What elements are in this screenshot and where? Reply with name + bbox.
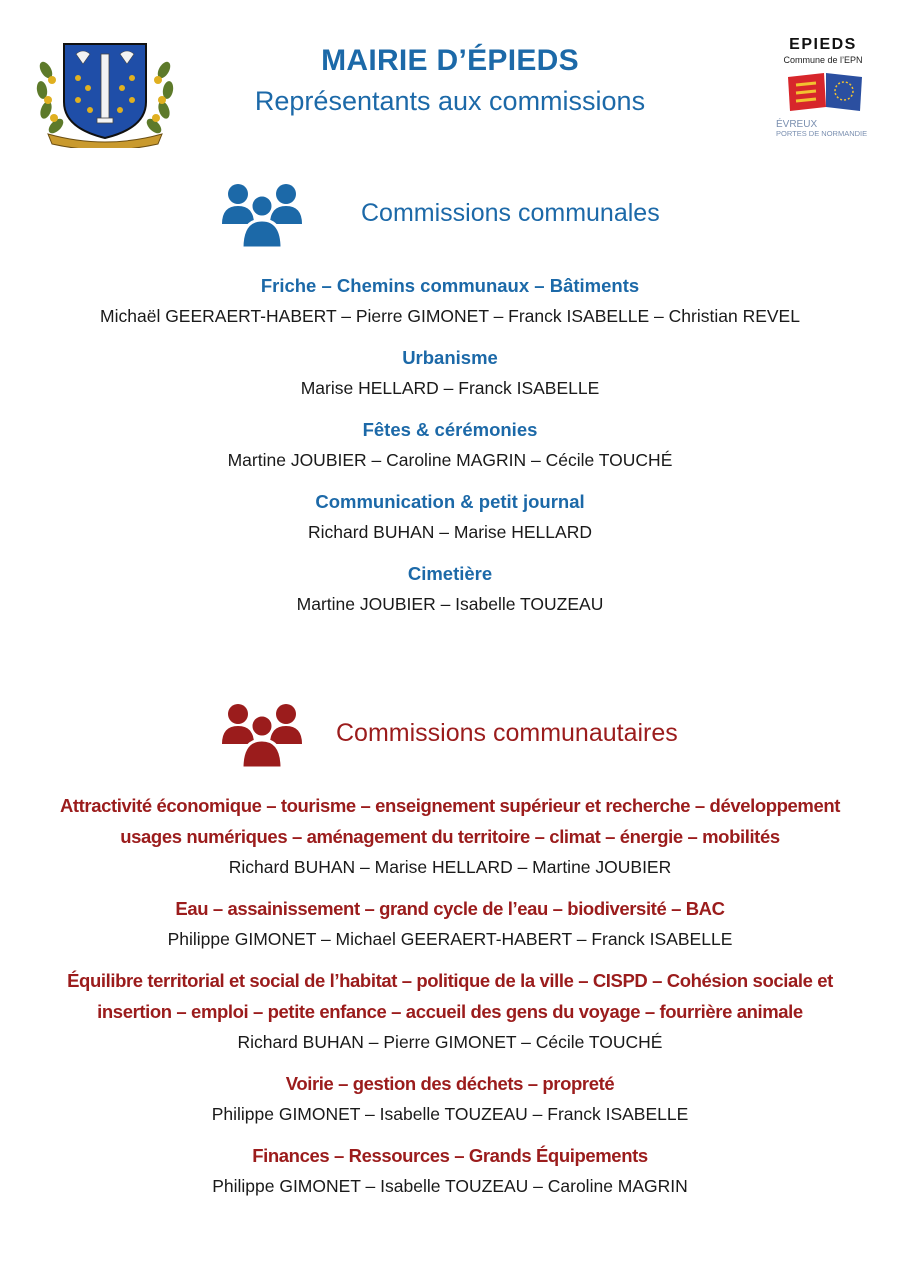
commission-title: Urbanisme bbox=[402, 347, 498, 368]
commission-title: Fêtes & cérémonies bbox=[362, 419, 538, 440]
commission-title-line: usages numériques – aménagement du territoire – climat – énergie – mobilités bbox=[120, 826, 780, 847]
communautaires-list bbox=[0, 790, 900, 1212]
commission-title: Friche – Chemins communaux – Bâtiments bbox=[260, 275, 640, 296]
list-item bbox=[0, 414, 900, 475]
section-title-communautaires: Commissions communautaires bbox=[336, 719, 678, 747]
list-item bbox=[0, 486, 900, 547]
list-item bbox=[0, 342, 900, 403]
list-item bbox=[0, 790, 900, 882]
commission-members: Richard BUHAN – Pierre GIMONET – Cécile TOUCHÉ bbox=[237, 1032, 663, 1052]
header bbox=[0, 44, 900, 117]
commission-title: Cimetière bbox=[407, 563, 493, 584]
list-item bbox=[0, 1140, 900, 1201]
list-item bbox=[0, 893, 900, 954]
page-title: MAIRIE D’ÉPIEDS bbox=[321, 44, 579, 77]
communales-list bbox=[0, 270, 900, 630]
commission-title-line: Finances – Ressources – Grands Équipements bbox=[252, 1145, 648, 1166]
logo-org-line1: ÉVREUX bbox=[776, 119, 818, 130]
list-item bbox=[0, 558, 900, 619]
commission-title-line: Équilibre territorial et social de l’habitat – politique de la ville – CISPD – Cohésion sociale et bbox=[67, 970, 833, 991]
commission-title-line: insertion – emploi – petite enfance – accueil des gens du voyage – fourrière animale bbox=[97, 1001, 803, 1022]
commission-title-line: Attractivité économique – tourisme – enseignement supérieur et recherche – développement bbox=[59, 795, 841, 816]
commission-title-line: Voirie – gestion des déchets – propreté bbox=[285, 1073, 615, 1094]
section-title-communales: Commissions communales bbox=[361, 199, 660, 227]
commission-members: Richard BUHAN – Marise HELLARD bbox=[308, 522, 592, 542]
logo-name: EPIEDS bbox=[789, 36, 857, 53]
commission-members: Richard BUHAN – Marise HELLARD – Martine JOUBIER bbox=[228, 857, 672, 877]
logo-tagline: Commune de l’EPN bbox=[783, 55, 863, 65]
commission-members: Philippe GIMONET – Isabelle TOUZEAU – Franck ISABELLE bbox=[211, 1104, 689, 1124]
epieds-logo bbox=[768, 36, 878, 138]
commission-members: Martine JOUBIER – Caroline MAGRIN – Cécile TOUCHÉ bbox=[227, 450, 673, 470]
commission-title-line: Eau – assainissement – grand cycle de l’eau – biodiversité – BAC bbox=[175, 898, 725, 919]
flags-icon bbox=[786, 71, 866, 113]
list-item bbox=[0, 1068, 900, 1129]
commission-members: Marise HELLARD – Franck ISABELLE bbox=[300, 378, 600, 398]
people-group-icon bbox=[220, 180, 304, 248]
commission-members: Michaël GEERAERT-HABERT – Pierre GIMONET – Franck ISABELLE – Christian REVEL bbox=[100, 306, 800, 326]
logo-org-line2: PORTES DE NORMANDIE bbox=[776, 129, 868, 138]
list-item bbox=[0, 270, 900, 331]
commission-members: Martine JOUBIER – Isabelle TOUZEAU bbox=[296, 594, 604, 614]
commission-members: Philippe GIMONET – Michael GEERAERT-HABERT – Franck ISABELLE bbox=[167, 929, 733, 949]
commission-members: Philippe GIMONET – Isabelle TOUZEAU – Caroline MAGRIN bbox=[212, 1176, 688, 1196]
page-subtitle: Représentants aux commissions bbox=[254, 86, 646, 116]
list-item bbox=[0, 965, 900, 1057]
commission-title: Communication & petit journal bbox=[315, 491, 585, 512]
people-group-icon bbox=[220, 700, 304, 768]
